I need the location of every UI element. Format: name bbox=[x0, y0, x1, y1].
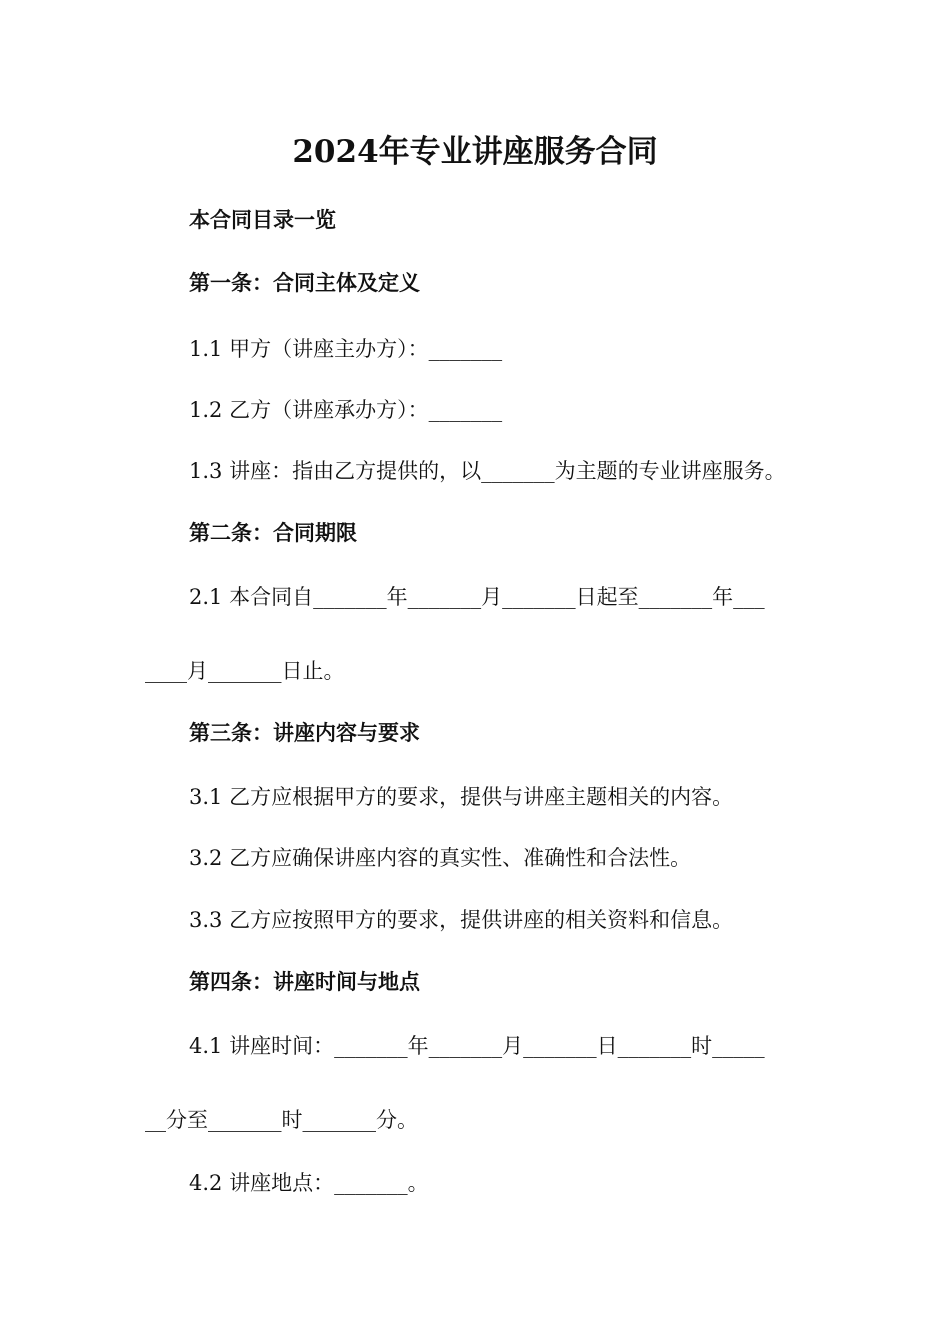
clause-2-1-continued: ____月_______日止。 bbox=[145, 659, 345, 683]
toc-heading: 本合同目录一览 bbox=[189, 207, 336, 232]
clause-1-2: 1.2 乙方（讲座承办方）：_______ bbox=[189, 398, 503, 422]
article-3-heading: 第三条：讲座内容与要求 bbox=[189, 720, 420, 745]
clause-3-2: 3.2 乙方应确保讲座内容的真实性、准确性和合法性。 bbox=[189, 846, 692, 870]
clause-1-1: 1.1 甲方（讲座主办方）：_______ bbox=[189, 337, 503, 361]
clause-3-1: 3.1 乙方应根据甲方的要求，提供与讲座主题相关的内容。 bbox=[189, 785, 734, 809]
clause-2-1: 2.1 本合同自_______年_______月_______日起至_______年___ bbox=[189, 585, 765, 609]
document-title: 2024年专业讲座服务合同 bbox=[292, 134, 658, 170]
clause-1-3: 1.3 讲座：指由乙方提供的，以_______为主题的专业讲座服务。 bbox=[189, 459, 786, 483]
article-2-heading: 第二条：合同期限 bbox=[189, 520, 357, 545]
clause-4-1: 4.1 讲座时间：_______年_______月_______日_______时_____ bbox=[189, 1034, 765, 1058]
article-1-heading: 第一条：合同主体及定义 bbox=[189, 270, 420, 295]
clause-4-1-continued: __分至_______时_______分。 bbox=[145, 1108, 418, 1132]
clause-3-3: 3.3 乙方应按照甲方的要求，提供讲座的相关资料和信息。 bbox=[189, 908, 734, 932]
article-4-heading: 第四条：讲座时间与地点 bbox=[189, 969, 420, 994]
clause-4-2: 4.2 讲座地点：_______。 bbox=[189, 1171, 429, 1195]
